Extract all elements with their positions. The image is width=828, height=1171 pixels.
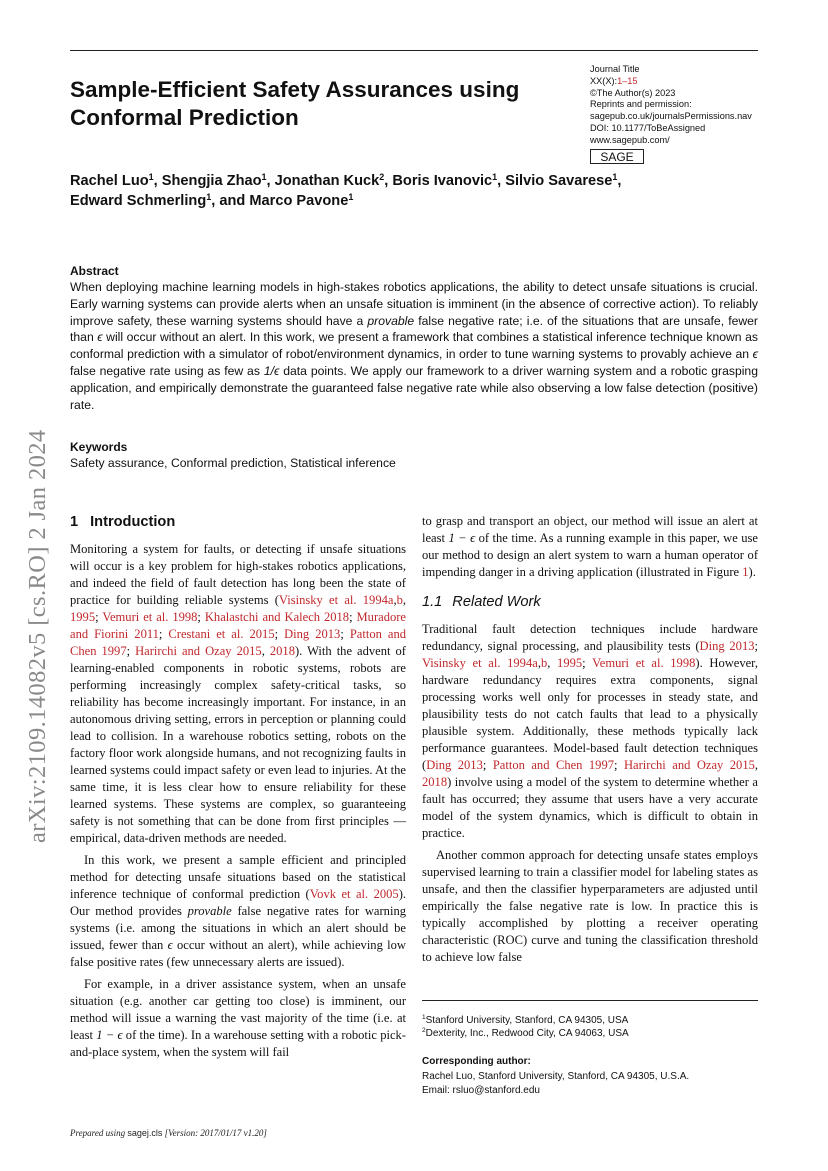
abstract-heading: Abstract [70,264,119,278]
author-name: Silvio Savarese [505,173,613,189]
journal-reprints: Reprints and permission: [590,99,692,110]
right-column [422,513,758,966]
author-affiliation-mark: 1 [261,172,267,182]
journal-volume-pages: XX(X):1–15 [590,75,638,86]
author-name: Jonathan Kuck [274,173,380,189]
subsection-heading: 1.1 Related Work [422,594,541,610]
page-range-link[interactable]: 1–15 [617,75,638,86]
citation-link[interactable]: 1995 [70,610,96,624]
citation-link[interactable]: Vemuri et al. 1998 [592,656,696,670]
footnote-rule [422,1000,758,1001]
keywords-heading: Keywords [70,440,128,454]
footnote: $^1$Stanford University, Stanford, CA 94305, USA [422,1014,629,1026]
citation-link[interactable]: Patton and Chen 1997 [492,758,615,772]
paragraph: Another common approach for detecting unsafe states employs supervised learning to train a classifier model for labeling states as unsafe, and then the classifier hyperparameters are adjusted until empirically the false negative rate is low. In practice this is typically accomplished by plotting a receiver operating characteristic (ROC) curve and tuning the classification threshold to achieve low false [422,848,758,964]
abstract-body: When deploying machine learning models in high-stakes robotics applications, the ability to detect unsafe situations is crucial. Early warning systems can provide alerts when an unsafe situation is imminent (in the absence of corrective action). To reliably improve safety, these warning systems should have a provable false negative rate; i.e. of the situations that are unsafe, fewer than ϵ will occur without an alert. In this work, we present a framework that combines a statistical inference technique known as conformal prediction with a simulator of robot/environment dynamics, in order to tune warning systems to provably achieve an ϵ false negative rate using as few as 1/ϵ data points. We apply our framework to a driver warning system and a robotic grasping application, and empirically demonstrate the guaranteed false negative rate while also observing a low false detection (positive) rate. [70,280,758,412]
footnote: $^2$Dexterity, Inc., Redwood City, CA 94063, USA [422,1027,629,1039]
citation-link[interactable]: Vovk et al. 2005 [309,887,399,901]
citation-link[interactable]: Harirchi and Ozay 2015 [623,758,755,772]
author-name: Boris Ivanovic [392,173,493,189]
left-column [70,541,406,1061]
citation-link[interactable]: Visinsky et al. 1994a [422,656,538,670]
journal-site: www.sagepub.com/ [590,134,670,145]
citation-link[interactable]: Khalastchi and Kalech 2018 [204,610,350,624]
journal-doi: DOI: 10.1177/ToBeAssigned [590,122,706,133]
corresponding-heading: Corresponding author: [422,1056,531,1067]
citation-link[interactable]: Harirchi and Ozay 2015 [135,644,262,658]
paragraph: In this work, we present a sample efficient and principled method for detecting unsafe situations based on the statistical inference technique of conformal prediction (Vovk et al. 2005). Our method provides provable false negative rates for warning systems (i.e. among the situations in which an alert should be issued, fewer than ϵ occur without an alert), while achieving low false positive rates (few unnecessary alerts are issued). [70,853,407,969]
citation-link[interactable]: Crestani et al. 2015 [168,627,275,641]
citation-link[interactable]: 2018 [422,775,448,789]
citation-link[interactable]: Visinsky et al. 1994a [278,593,394,607]
top-rule [70,50,758,51]
section-heading: 1 Introduction [70,514,176,530]
paragraph: Monitoring a system for faults, or detecting if unsafe situations will occur is a key problem for high-stakes robotics applications, and indeed the field of fault detection has long been the state of practice for building reliable systems (Visinsky et al. 1994a,b, 1995; Vemuri et al. 1998; Khalastchi and Kalech 2018; Muradore and Fiorini 2011; Crestani et al. 2015; Ding 2013; Patton and Chen 1997; Harirchi and Ozay 2015, 2018). With the advent of learning-enabled components in robotic systems, robots are performing increasingly complex safety-critical tasks, so reliability has become increasingly important. For instance, in an autonomous driving setting, errors in perception or planning could lead to collision. In a warehouse robotics setting, robots on the factory floor work alongside humans, and not recognizing faults in learned systems could impact safety or even lead to injuries. At the same time, it is less clear how to ensure reliability for these learned systems. These systems are complex, so guaranteeing safety is not something that can be done from first principles — empirical, data-driven methods are needed. [70,542,407,845]
corresponding-author [422,1055,758,1099]
figure-link[interactable]: 1 [742,565,749,579]
arxiv-stamp: arXiv:2109.14082v5 [cs.RO] 2 Jan 2024 [24,429,51,843]
keywords-body: Safety assurance, Conformal prediction, Statistical inference [70,456,396,470]
author-affiliation-mark: 1 [148,172,154,182]
paragraph: For example, in a driver assistance system, when an unsafe situation (e.g. another car getting too close) is imminent, our method will issue a warning the vast majority of the time (i.e. at least 1 − ϵ of the time). In a warehouse setting with a robotic pick-and-place system, when the system will fail [70,977,406,1059]
citation-link[interactable]: 1995 [557,656,583,670]
journal-reprints-url: sagepub.co.uk/journalsPermissions.nav [590,111,752,122]
citation-link[interactable]: b [540,656,548,670]
author-affiliation-mark: 1 [612,172,618,182]
author-name: Shengjia Zhao [161,173,262,189]
journal-copyright: ©The Author(s) 2023 [590,87,676,98]
author-affiliation-mark: 1 [348,191,354,202]
author-name: Marco Pavone [249,192,349,209]
corresponding-email: Email: rsluo@stanford.edu [422,1085,540,1096]
citation-link[interactable]: Ding 2013 [426,758,483,772]
journal-info [590,64,770,147]
sage-logo: SAGE [590,149,644,164]
citation-link[interactable]: Ding 2013 [699,639,755,653]
citation-link[interactable]: Ding 2013 [284,627,341,641]
citation-link[interactable]: Muradore and Fiorini 2011 [70,610,407,641]
author-list: Rachel Luo$^1$, Shengjia Zhao$^1$, Jonathan Kuck$^2$, Boris Ivanovic$^1$, Silvio Savarese$^1$, Edward Schmerling$^1$, and Marco Pavone$^1$ [70,172,622,209]
citation-link[interactable]: b [396,593,403,607]
author-affiliation-mark: 1 [206,191,212,202]
journal-name: Journal Title [590,64,640,74]
paragraph: to grasp and transport an object, our method will issue an alert at least 1 − ϵ of the time. As a running example in this paper, we use our method to design an alert system to warn a human operator of impending danger in a driving application (illustrated in Figure 1). [422,514,758,579]
affiliation-footnotes [422,1014,758,1040]
citation-link[interactable]: 2018 [269,644,295,658]
citation-link[interactable]: Patton and Chen 1997 [70,627,407,658]
author-name: Edward Schmerling [70,192,207,209]
paper-title: Sample-Efficient Safety Assurances using Conformal Prediction [70,77,520,130]
author-affiliation-mark: 2 [379,172,385,182]
citation-link[interactable]: Vemuri et al. 1998 [102,610,198,624]
author-affiliation-mark: 1 [492,172,498,182]
author-name: Rachel Luo [70,173,149,189]
corresponding-address: Rachel Luo, Stanford University, Stanford, CA 94305, U.S.A. [422,1070,690,1082]
paragraph: Traditional fault detection techniques include hardware redundancy, signal processing, and plausibility tests (Ding 2013; Visinsky et al. 1994a,b, 1995; Vemuri et al. 1998). However, hardware redundancy requires extra components, signal processing works well only for processes in steady state, and plausibility tests do not catch faults that lead to a physically plausible system. Additionally, these methods typically lack performance guarantees. Model-based fault detection techniques (Ding 2013; Patton and Chen 1997; Harirchi and Ozay 2015, 2018) involve using a model of the system to determine whether a fault has occurred; they assume that users have a very accurate model of the system dynamics, which is difficult to obtain in practice. [422,622,759,840]
page-footer: Prepared using sagej.cls [Version: 2017/01/17 v1.20] [70,1128,267,1138]
